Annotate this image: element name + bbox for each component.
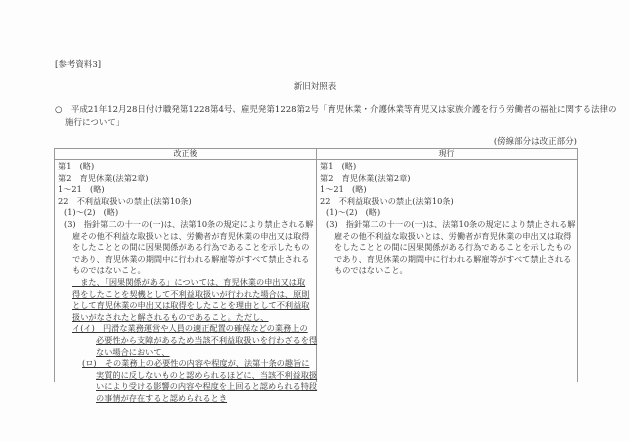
table-line: (3) 指針第二の十一の(一)は、法第10条の規定により禁止される解 — [64, 218, 314, 229]
table-line: として育児休業の申出又は取得をしたことを理由として不利益取 — [72, 300, 310, 311]
table-line: 実質的に反しないものと認められるほどに、当該不利益取扱 — [96, 369, 318, 380]
table-line: また、「因果関係がある」については、育児休業の申出又は取 — [72, 276, 306, 287]
underline-note: (傍線部分は改正部分) — [493, 137, 577, 147]
table-line: をしたこととの間に因果関係がある行為であることを示したもの — [334, 242, 572, 253]
table-line: いにより受ける影響の内容や程度を上回ると認められる特段 — [96, 381, 318, 392]
intro-line-2: 施行について」 — [65, 118, 125, 128]
table-line: ない場合において、 — [96, 346, 170, 357]
table-line: 第2 育児休業(法第2章) — [58, 172, 149, 183]
table-line: ものではないこと。 — [334, 265, 408, 276]
intro-paragraph — [55, 104, 617, 130]
table-line: 22 不利益取扱いの禁止(法第10条) — [320, 195, 454, 206]
table-line: 得をしたことを契機として不利益取扱いが行われた場合は、原則 — [72, 288, 310, 299]
table-line: 必要性から支障があるため当該不利益取扱いを行わざるを得 — [96, 334, 318, 345]
table-line: ものではないこと。 — [72, 265, 146, 276]
comparison-table — [54, 148, 578, 403]
table-line: 第1 (略) — [320, 161, 357, 171]
header-current: 現行 — [438, 149, 455, 158]
current-column — [320, 161, 576, 277]
intro-line-1: ○ 平成21年12月28日付け職発第1228第4号、雇児発第1228第2号「育児休業・介護休業等育児又は家族介護を行う労働者の福祉に関する法律の — [55, 105, 617, 115]
table-line: (3) 指針第二の十一の(一)は、法第10条の規定により禁止される解 — [326, 218, 576, 229]
table-line: の事情が存在すると認められるとき — [96, 392, 228, 403]
column-divider — [316, 149, 317, 382]
table-line: 雇その他不利益な取扱いとは、労働者が育児休業の申出又は取得 — [72, 230, 310, 241]
table-line: (1)～(2) (略) — [326, 207, 381, 218]
table-line: 雇その他不利益な取扱いとは、労働者が育児休業の申出又は取得 — [334, 230, 572, 241]
header-revised: 改正後 — [173, 149, 198, 158]
table-line: 第2 育児休業(法第2章) — [320, 172, 411, 183]
table-line: 扱いがなされたと解されるものであること。ただし、 — [72, 311, 269, 322]
table-line: 1～21 (略) — [320, 184, 367, 195]
table-line: 22 不利益取扱いの禁止(法第10条) — [58, 195, 192, 206]
table-line: (ロ) その業務上の必要性の内容や程度が、法第十条の趣旨に — [82, 358, 310, 369]
table-line: であり、育児休業の期間中に行われる解雇等がすべて禁止される — [72, 253, 310, 264]
reference-label: [参考資料3] — [55, 60, 102, 70]
page-title: 新旧対照表 — [293, 82, 337, 92]
table-line: イ(イ) 円滑な業務運営や人員の適正配置の確保などの業務上の — [72, 323, 308, 334]
table-line: であり、育児休業の期間中に行われる解雇等がすべて禁止される — [334, 253, 572, 264]
table-line: 第1 (略) — [58, 161, 95, 171]
revised-column — [58, 161, 318, 404]
table-line: (1)～(2) (略) — [64, 207, 119, 218]
table-line: をしたこととの間に因果関係がある行為であることを示したもの — [72, 242, 310, 253]
table-line: 1～21 (略) — [58, 184, 105, 195]
